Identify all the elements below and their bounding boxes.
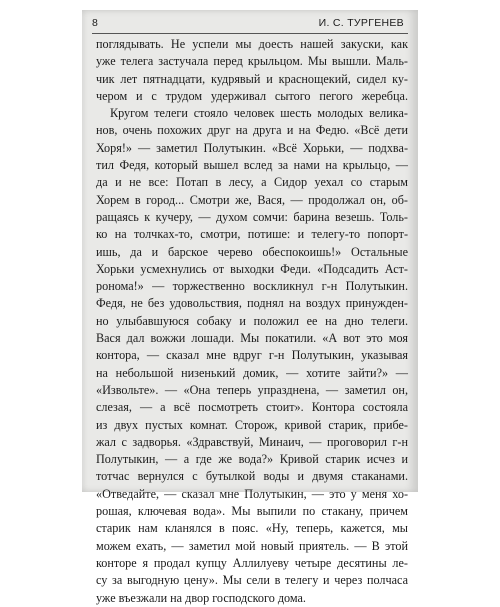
- text-line: Полутыкин, — а где же вода?» Кривой старик исчез и: [96, 452, 408, 467]
- running-head: И. С. ТУРГЕНЕВ: [318, 17, 404, 29]
- text-line: поглядывать. Не успели мы доесть нашей закуски, как: [96, 37, 408, 51]
- text-line: уже телега застучала перед крыльцом. Мы вышли. Маль-: [96, 54, 408, 69]
- text-line: Хорем в город... Смотри же, Вася, — продолжал он, об-: [96, 192, 408, 207]
- text-line: ко на толчках-то, смотри, потише: и телегу-то попорт-: [96, 227, 408, 242]
- header-rule: [92, 33, 408, 34]
- text-line: жал с задворья. «Здравствуй, Минаич, — проговорил г-н: [96, 434, 408, 449]
- text-line: чик лет пятнадцати, кудрявый и краснощекий, сидел ку-: [96, 71, 408, 86]
- text-line: слезая, — а всё посмотреть стоит». Контора состояла: [96, 400, 408, 415]
- text-line: Хоря!» — заметил Полутыкин. «Всё Хорьки, — подхва-: [96, 140, 408, 155]
- text-line: чером и с трудом удерживал сытого пегого жеребца.: [96, 88, 408, 103]
- text-line: старик нам кланялся в пояс. «Ну, теперь, кажется, мы: [96, 521, 408, 536]
- page-header: [92, 14, 408, 32]
- text-line: рошая, ключевая вода». Мы выпили по стакану, причем: [96, 504, 408, 519]
- text-line: ишь, да и барское черево обеспокоишь!» Остальные: [96, 244, 408, 259]
- text-line: ращаясь к кучеру, — духом сомчи: барина везешь. Толь-: [96, 209, 408, 224]
- page-number: 8: [92, 17, 99, 29]
- text-line: конторе я продал купцу Аллилуеву четыре десятины ле-: [96, 555, 408, 570]
- text-line: на небольшой низенький домик, — хотите зайти?» —: [96, 365, 408, 380]
- text-line: нов, очень похожих друг на друга и на Федю. «Всё дети: [96, 123, 408, 138]
- text-line: из двух пустых комнат. Сторож, кривой старик, прибе-: [96, 417, 408, 432]
- text-line: Вася дал вожжи лошади. Мы покатили. «А вот это моя: [96, 331, 408, 346]
- text-line: тотчас вернулся с бутылкой воды и двумя стаканами.: [96, 469, 408, 484]
- text-line: су за выгодную цену». Мы сели в телегу и через полчаса: [96, 573, 408, 588]
- text-line: Хорьки усмехнулись от выходки Феди. «Подсадить Аст-: [96, 261, 408, 276]
- text-line: уже въезжали на двор господского дома.: [96, 590, 306, 605]
- text-line: «Извольте». — «Она теперь упразднена, — заметил он,: [96, 382, 408, 397]
- text-line: ронома!» — торжественно воскликнул г-н Полутыкин.: [96, 279, 408, 294]
- text-line: можем ехать, — заметил мой новый приятель. — В этой: [96, 538, 408, 553]
- text-line: контора, — сказал мне вдруг г-н Полутыкин, указывая: [96, 348, 408, 363]
- body-text: [96, 36, 408, 607]
- book-page: [82, 10, 418, 605]
- text-line: но улыбавшуюся собаку и положил ее на дно телеги.: [96, 313, 408, 328]
- text-line: да и не все: Потап в лесу, а Сидор уехал со старым: [96, 175, 408, 190]
- text-line: «Отведайте, — сказал мне Полутыкин, — это у меня хо-: [96, 486, 408, 501]
- text-line: тил Федя, который вышел вслед за нами на крыльцо, —: [96, 158, 408, 173]
- text-line: Федя, не без удовольствия, поднял на воздух принужден-: [96, 296, 408, 311]
- text-line: Кругом телеги стояло человек шесть молодых велика-: [110, 106, 408, 121]
